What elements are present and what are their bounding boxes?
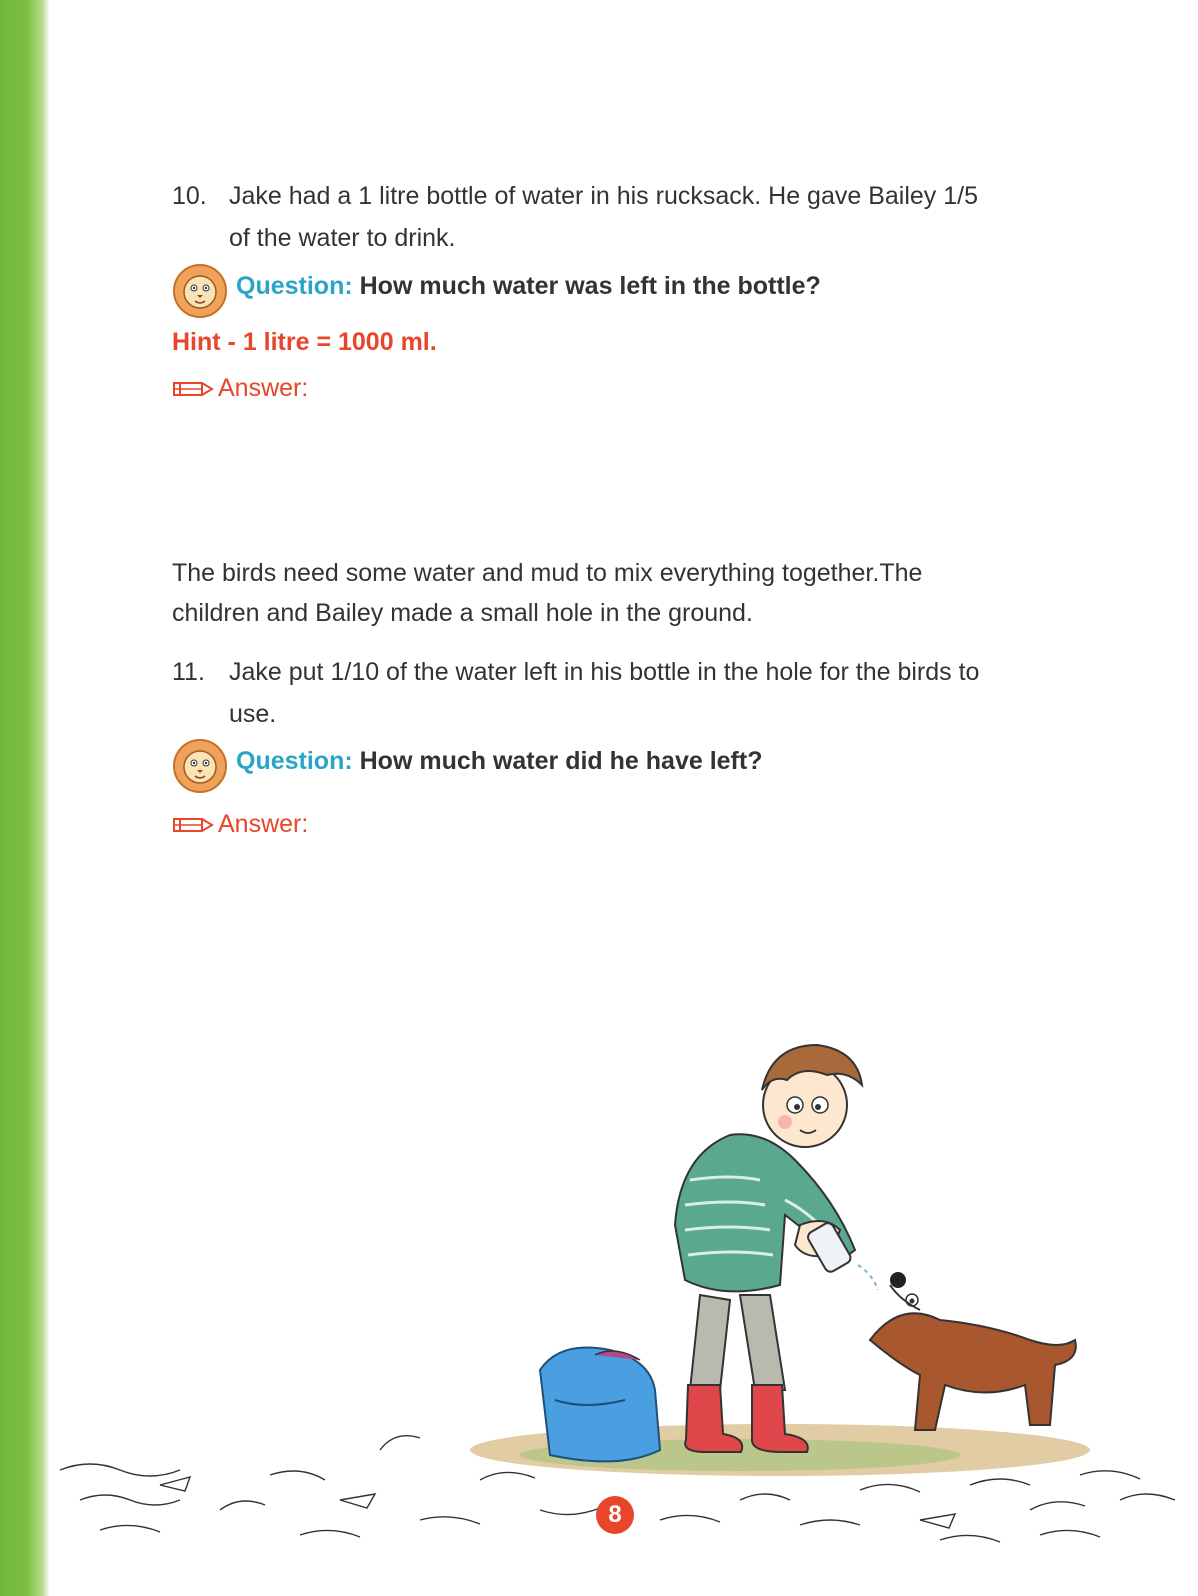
paragraph-line2: children and Bailey made a small hole in the ground. <box>172 599 753 627</box>
question-word: Question: <box>236 272 353 300</box>
rucksack <box>540 1348 660 1462</box>
question-text: How much water was left in the bottle? <box>359 272 821 300</box>
item-number: 10. <box>172 182 207 210</box>
lion-icon <box>172 260 230 320</box>
lion-icon <box>172 735 230 795</box>
question-label <box>236 747 762 776</box>
question-text: How much water did he have left? <box>359 747 763 775</box>
item-text-line2: use. <box>229 700 277 728</box>
dog <box>870 1272 1076 1430</box>
pencil-icon <box>172 378 214 400</box>
page-number-badge: 8 <box>596 1496 634 1534</box>
item-text-line1: Jake had a 1 litre bottle of water in his rucksack. He gave Bailey 1/5 <box>229 182 978 210</box>
story-paragraph <box>172 553 1052 633</box>
hint-text: Hint - 1 litre = 1000 ml. <box>172 328 437 356</box>
item-text-line2: of the water to drink. <box>229 224 456 252</box>
paragraph-line1: The birds need some water and mud to mix everything together.The <box>172 559 923 587</box>
answer-label: Answer: <box>218 374 309 402</box>
item-text-line1: Jake put 1/10 of the water left in his bottle in the hole for the birds to <box>229 658 980 686</box>
answer-label: Answer: <box>218 810 309 838</box>
question-word: Question: <box>236 747 353 775</box>
item-number: 11. <box>172 658 205 686</box>
boy <box>675 1045 878 1452</box>
pencil-icon <box>172 814 214 836</box>
question-label <box>236 272 821 301</box>
